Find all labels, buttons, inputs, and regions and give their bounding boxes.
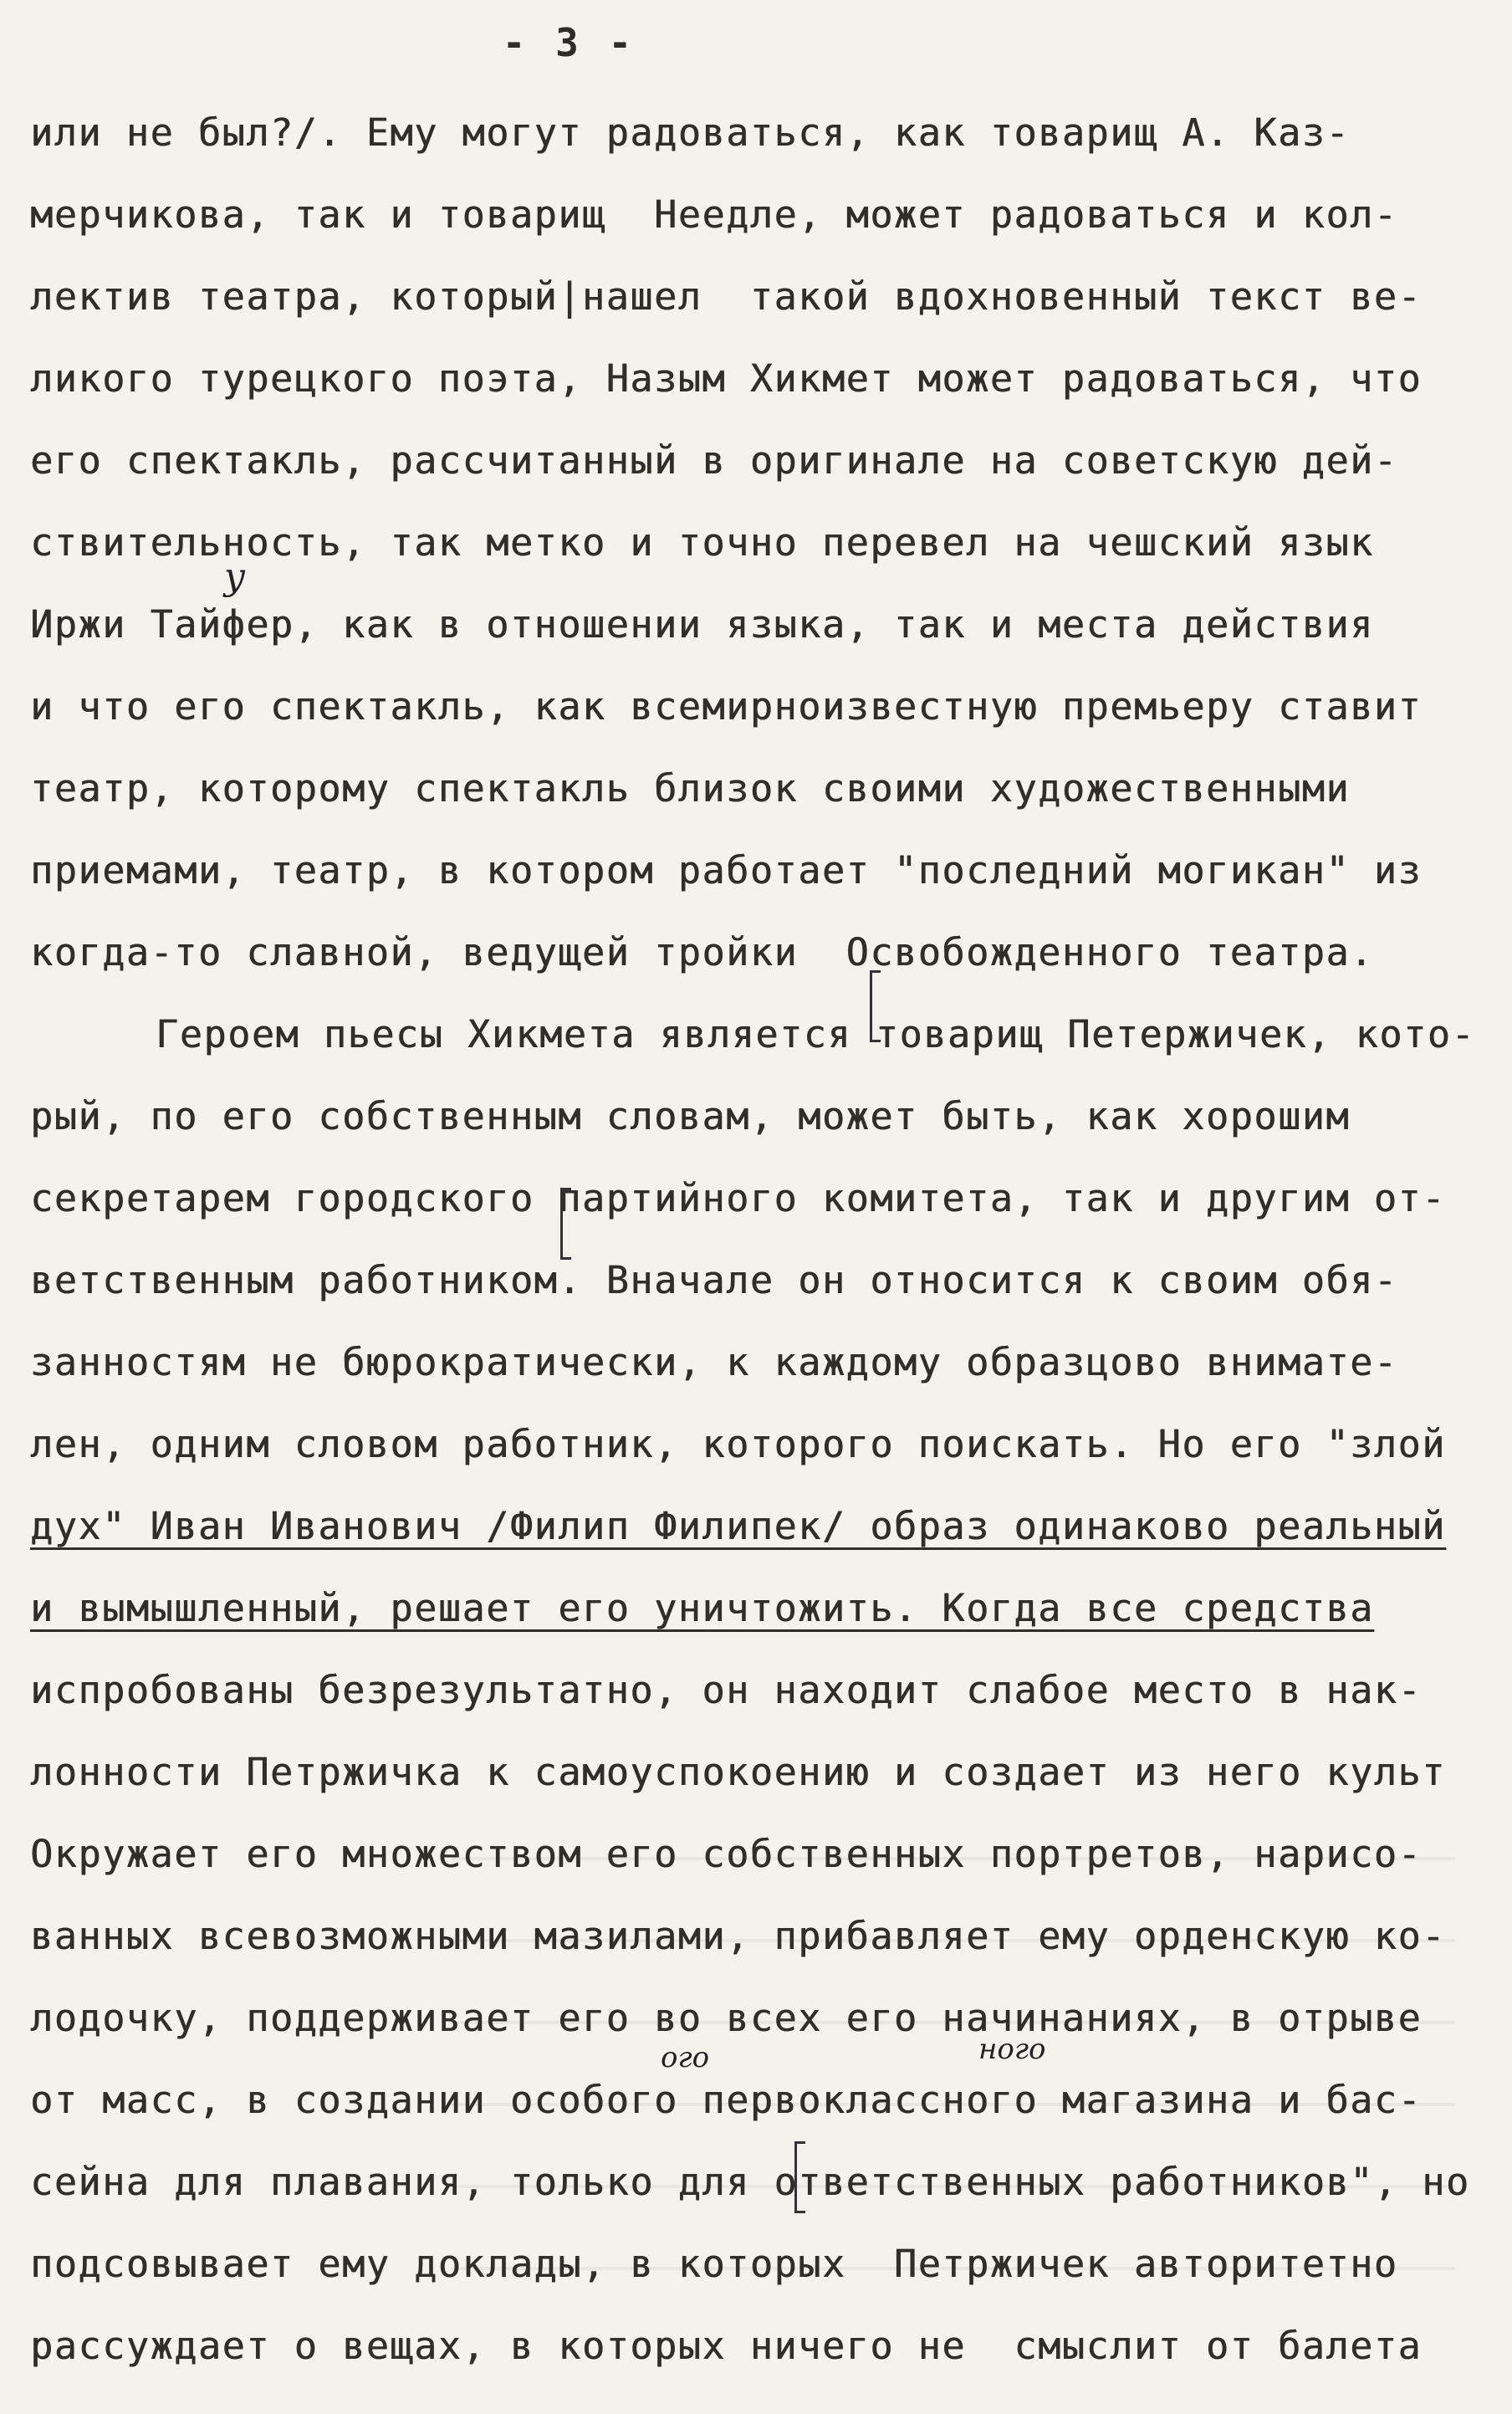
text-line: театр, которому спектакль близок своими художественными bbox=[30, 766, 1351, 811]
text-line: лодочку, поддерживает его во всех его начинаниях, в отрыве bbox=[30, 1996, 1423, 2040]
paragraph-first-line: Героем пьесы Хикмета является товарищ Петержичек, кото- bbox=[156, 1012, 1476, 1056]
page-number: - 3 - bbox=[502, 20, 636, 65]
text-line: испробованы безрезультатно, он находит слабое место в нак- bbox=[30, 1668, 1423, 1712]
handwritten-correction-u: у bbox=[224, 555, 246, 598]
text-line: лонности Петржичка к самоуспокоению и создает из него культ bbox=[30, 1750, 1446, 1794]
text-line: мерчикова, так и товарищ Неедле, может радоваться и кол- bbox=[30, 192, 1398, 237]
text-line: ствительность, так метко и точно перевел на чешский язык bbox=[30, 520, 1374, 565]
text-line: лен, одним словом работник, которого поискать. Но его "злой bbox=[30, 1422, 1446, 1466]
text-line: от масс, в создании особого первоклассного магазина и бас- bbox=[30, 2078, 1423, 2122]
handwritten-correction-ogo: ого bbox=[661, 2041, 710, 2074]
text-line: подсовывает ему доклады, в которых Петржичек авторитетно bbox=[30, 2242, 1398, 2286]
underlined-text-line: дух" Иван Иванович /Филип Филипек/ образ одинаково реальный bbox=[30, 1504, 1446, 1548]
text-line: сейна для плавания, только для ответственных работников", но bbox=[30, 2160, 1470, 2204]
underlined-text-line: и вымышленный, решает его уничтожить. Когда все средства bbox=[30, 1586, 1374, 1630]
text-line: Иржи Тайфер, как в отношении языка, так и места действия bbox=[30, 602, 1374, 647]
text-line: и что его спектакль, как всемирноизвестную премьеру ставит bbox=[30, 684, 1423, 729]
text-line: или не был?/. Ему могут радоваться, как товарищ А. Каз- bbox=[30, 110, 1351, 155]
handwritten-correction-nogo: ного bbox=[978, 2033, 1046, 2066]
text-line: ванных всевозможными мазилами, прибавляет ему орденскую ко- bbox=[30, 1914, 1446, 1958]
typed-body-text bbox=[30, 92, 1502, 2387]
text-line: Окружает его множеством его собственных портретов, нарисо- bbox=[30, 1832, 1423, 1876]
text-line: когда-то славной, ведущей тройки Освобожденного театра. bbox=[30, 930, 1374, 974]
text-line: рассуждает о вещах, в которых ничего не смыслит от балета bbox=[30, 2324, 1423, 2368]
text-line: ликого турецкого поэта, Назым Хикмет может радоваться, что bbox=[30, 356, 1423, 401]
text-line: секретарем городского партийного комитета, так и другим от- bbox=[30, 1176, 1446, 1220]
text-line: ветственным работником. Вначале он относится к своим обя- bbox=[30, 1258, 1398, 1302]
text-line: приемами, театр, в котором работает "последний могикан" из bbox=[30, 848, 1423, 892]
text-line: его спектакль, рассчитанный в оригинале на советскую дей- bbox=[30, 438, 1398, 483]
text-line: лектив театра, который|нашел такой вдохновенный текст ве- bbox=[30, 274, 1423, 319]
text-line: рый, по его собственным словам, может быть, как хорошим bbox=[30, 1094, 1351, 1138]
text-line: занностям не бюрократически, к каждому образцово внимате- bbox=[30, 1340, 1398, 1384]
